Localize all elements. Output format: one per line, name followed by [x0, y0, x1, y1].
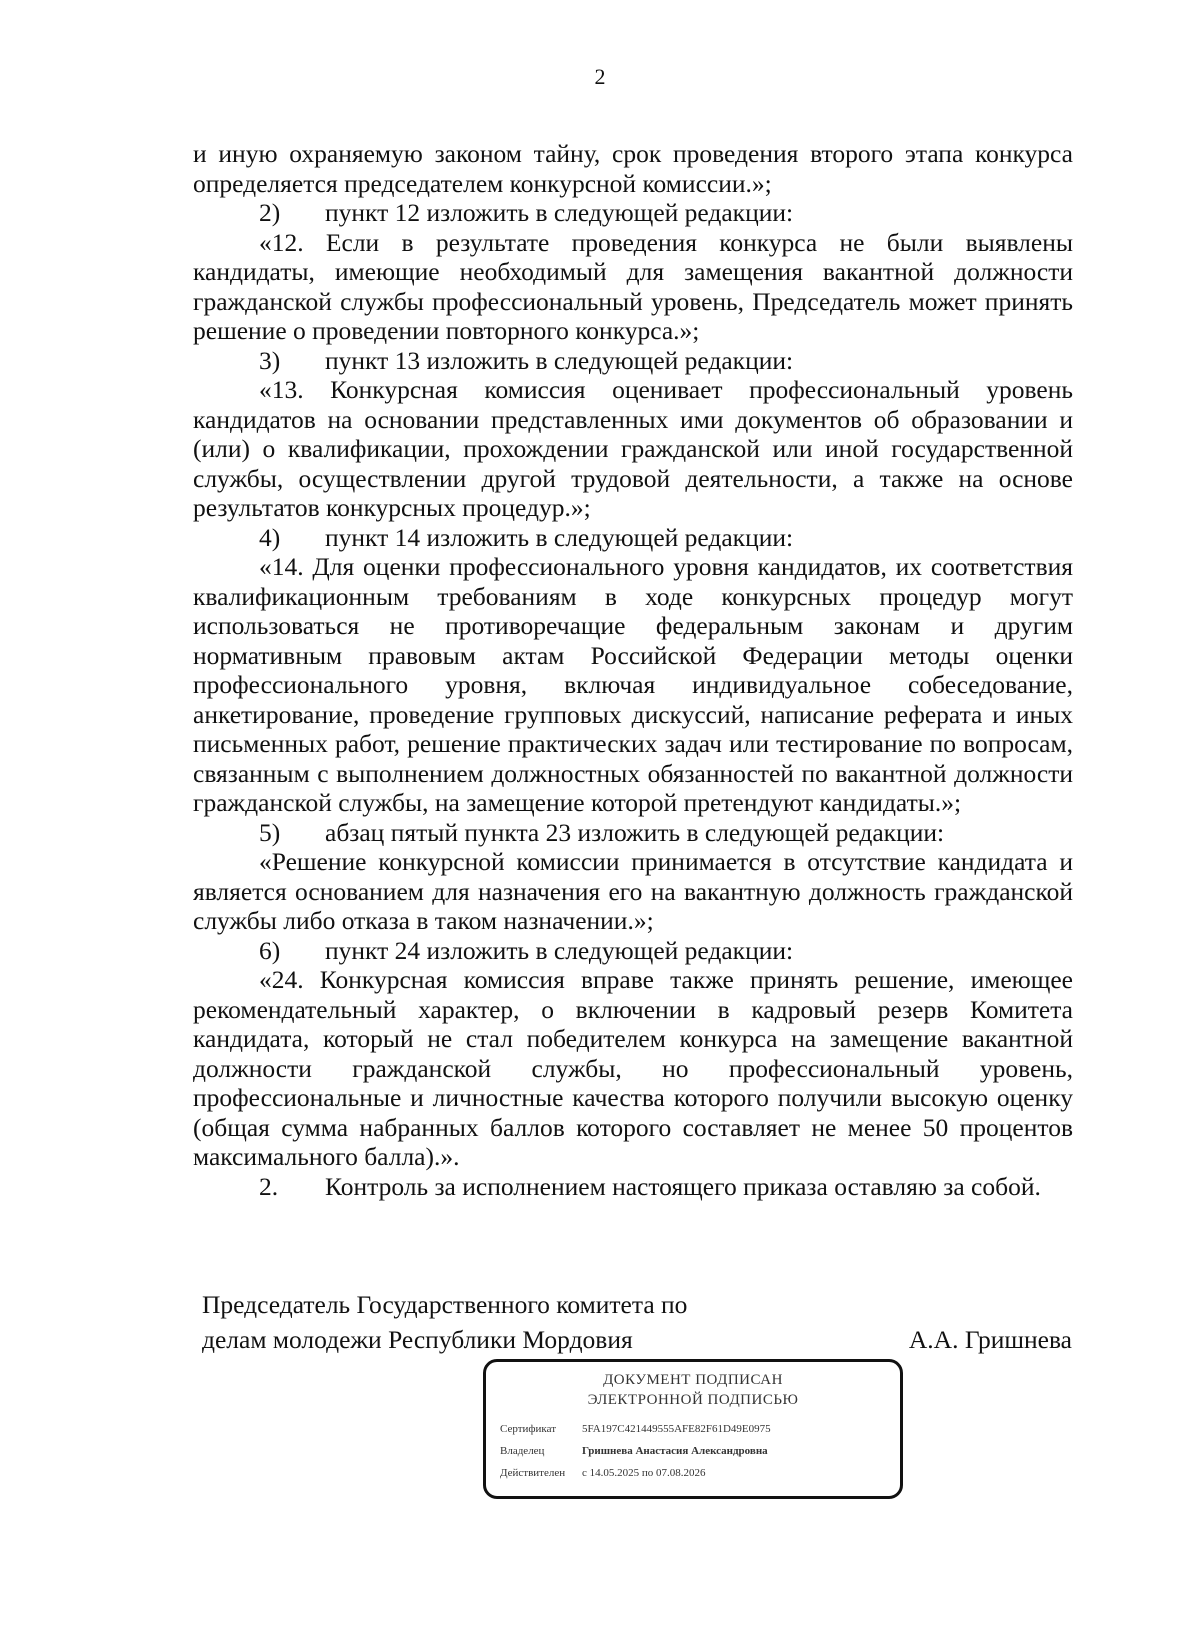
signatory-position-line1: Председатель Государственного комитета по	[202, 1290, 688, 1319]
stamp-validity-label: Действителен	[500, 1467, 566, 1479]
stamp-owner-row	[486, 1440, 900, 1462]
stamp-certificate-value: 5FA197C421449555AFE82F61D49E0975	[582, 1423, 771, 1435]
list-item-text: пункт 24 изложить в следующей редакции:	[325, 935, 794, 965]
list-item-2	[193, 198, 1073, 228]
list-item-text: пункт 13 изложить в следующей редакции:	[325, 345, 794, 375]
stamp-owner-value: Гришнева Анастасия Александровна	[582, 1445, 768, 1457]
list-item-text: пункт 14 изложить в следующей редакции:	[325, 522, 794, 552]
stamp-certificate-row	[486, 1418, 900, 1440]
list-item-text: пункт 12 изложить в следующей редакции:	[325, 198, 794, 227]
signatory-position-line2: делам молодежи Республики Мордовия	[202, 1325, 633, 1354]
quoted-clause-12: «12. Если в результате проведения конкурса не были выявлены кандидаты, имеющие необходимый для замещения вакантной должности гражданской службы профессиональный уровень, Председатель может принять решение о проведении повторного конкурса.»;	[193, 227, 1073, 345]
signature-block	[202, 1287, 1072, 1357]
signature-line	[202, 1322, 1072, 1357]
document-body	[193, 139, 1073, 1201]
list-item-number: 4)	[259, 522, 281, 552]
paragraph-continuation: и иную охраняемую законом тайну, срок проведения второго этапа конкурса определяется председателем конкурсной комиссии.»;	[193, 139, 1073, 198]
stamp-details	[486, 1418, 900, 1484]
stamp-owner-label: Владелец	[500, 1445, 545, 1457]
clause-text: Контроль за исполнением настоящего приказа оставляю за собой.	[325, 1171, 1041, 1201]
quoted-clause-13: «13. Конкурсная комиссия оценивает профессиональный уровень кандидатов на основании представленных ими документов об образовании и (или) о квалификации, прохождении гражданской или иной государственной службы, осуществлении другой трудовой деятельности, а также на основе результатов конкурсных процедур.»;	[193, 375, 1073, 522]
stamp-certificate-label: Сертификат	[500, 1423, 556, 1435]
quoted-clause-23: «Решение конкурсной комиссии принимается в отсутствие кандидата и является основанием для назначения его на вакантную должность гражданской службы либо отказа в таком назначении.»;	[193, 847, 1073, 935]
electronic-signature-stamp	[483, 1359, 903, 1499]
list-item-text: абзац пятый пункта 23 изложить в следующей редакции:	[325, 817, 945, 847]
list-item-5	[193, 818, 1073, 848]
stamp-validity-row	[486, 1462, 900, 1484]
quoted-clause-24: «24. Конкурсная комиссия вправе также принять решение, имеющее рекомендательный характер, о включении в кадровый резерв Комитета кандидата, который не стал победителем конкурса на замещение вакантной должности гражданской службы, но профессиональный уровень, профессиональные и личностные качества которого получили высокую оценку (общая сумма набранных баллов которого составляет не менее 50 процентов максимального балла).».	[193, 965, 1073, 1171]
quoted-clause-14: «14. Для оценки профессионального уровня кандидатов, их соответствия квалификационным требованиям в ходе конкурсных процедур могут использоваться не противоречащие федеральным законам и другим нормативным правовым актам Российской Федерации методы оценки профессионального уровня, включая индивидуальное собеседование, анкетирование, проведение групповых дискуссий, написание реферата и иных письменных работ, решение практических задач или тестирование по вопросам, связанным с выполнением должностных обязанностей по вакантной должности гражданской службы, на замещение которой претендуют кандидаты.»;	[193, 552, 1073, 817]
list-item-6	[193, 936, 1073, 966]
stamp-title-line2: ЭЛЕКТРОННОЙ ПОДПИСЬЮ	[587, 1392, 799, 1408]
stamp-validity-value: с 14.05.2025 по 07.08.2026	[582, 1467, 706, 1479]
page-number: 2	[594, 64, 606, 89]
stamp-title-line1: ДОКУМЕНТ ПОДПИСАН	[603, 1372, 783, 1388]
list-item-3	[193, 346, 1073, 376]
clause-number: 2.	[259, 1171, 279, 1201]
list-item-number: 6)	[259, 935, 281, 965]
list-item-number: 5)	[259, 817, 281, 847]
list-item-number: 2)	[259, 198, 281, 227]
signatory-name: А.А. Гришнева	[908, 1325, 1072, 1354]
control-clause	[193, 1172, 1073, 1202]
stamp-title	[486, 1370, 900, 1410]
list-item-number: 3)	[259, 345, 281, 375]
list-item-4	[193, 523, 1073, 553]
